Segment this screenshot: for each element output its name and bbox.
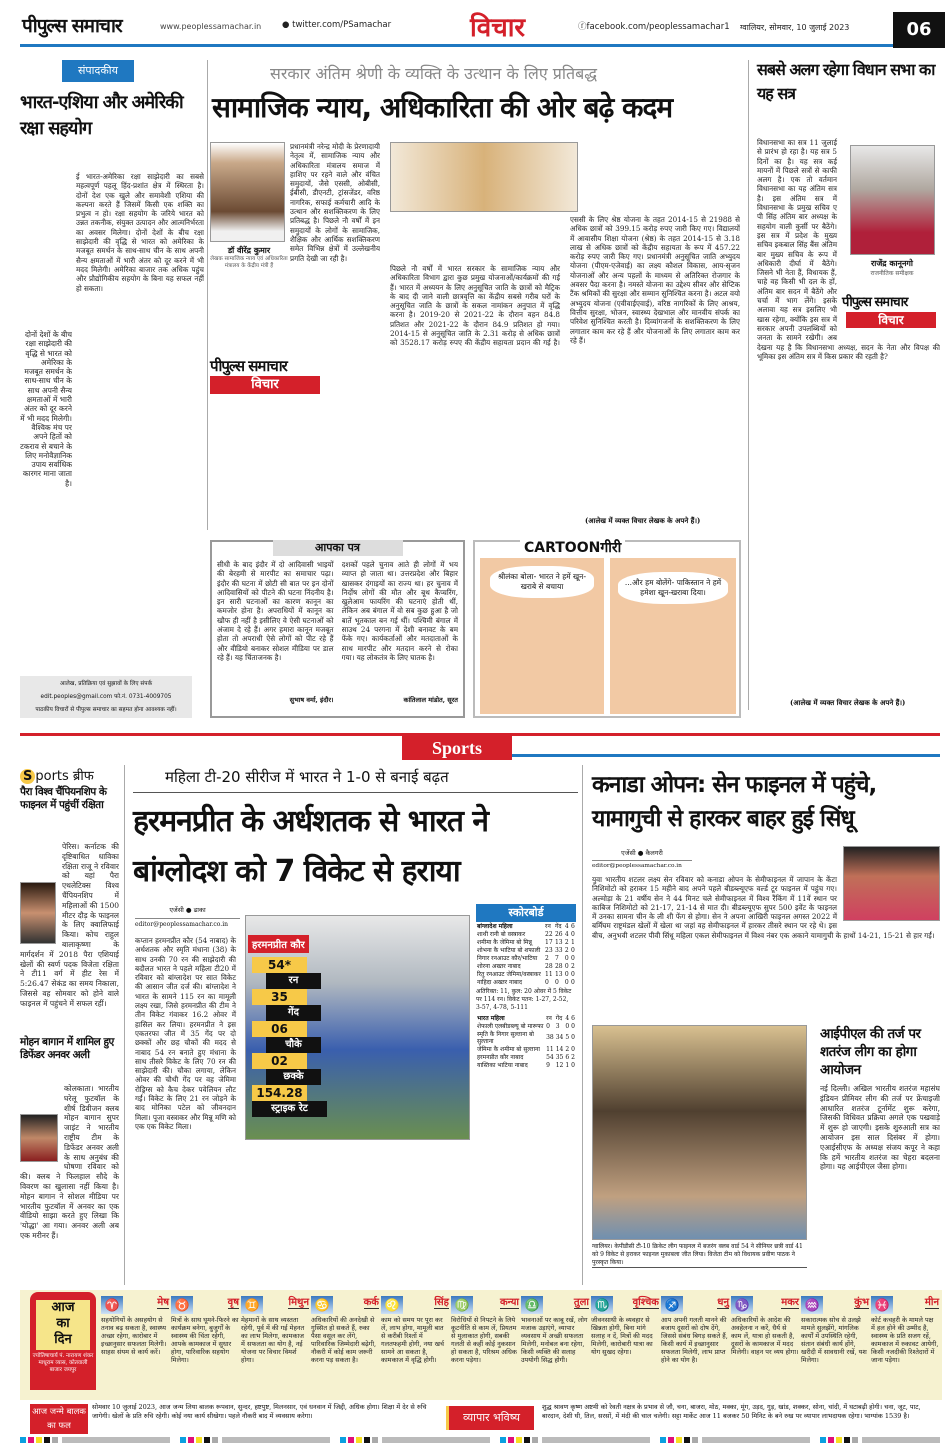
- editorial-tag: संपादकीय: [62, 60, 134, 82]
- score-cell: 11: [545, 970, 553, 978]
- scoreboard-extras: अतिरिक्त: 11, कुल: 20 ओवर में 5 विकेट पर 114 रन। विकेट पतन: 1-27, 2-52, 3-57, 4-78, 5-111: [476, 988, 572, 1011]
- letter-2: दशकों पहले चुनाव आते ही लोगों में भय व्याप्त हो जाता था। उत्तरप्रदेश और बिहार खासकर दंगाइयों का राज्य था। हर चुनाव में निर्दोष लोगों की मौत और बूथ कैप्चरिंग, खुलेआम फायरिंग की घटनाएं होती थीं, लेकिन अब बंगाल में वो सब कुछ हुआ है जो बातें भूतकाल बन गई थीं। पश्चिमी बंगाल में साउथ 24 परगना में देशी बनावट के बम फेंके गए। कार्यकर्ताओं और मतदाताओं के साथ मारपीट और मतदान करने से रोका गया। यह लोकतंत्र के लिए घातक है।: [341, 560, 458, 662]
- score-cell: 17: [545, 938, 553, 946]
- speech-bubble-2: ...और हम बोलेंगे- पाकिस्तान ने हमें हमेशा खून-खराबा दिया।: [618, 572, 728, 604]
- zodiac-icon: ♋: [311, 1296, 333, 1314]
- brief-2-headline: मोहन बागान में शामिल हुए डिफेंडर अनवर अली: [20, 1036, 114, 1061]
- letters-title: आपका पत्र: [273, 540, 403, 556]
- twitter-link[interactable]: [282, 20, 391, 30]
- column-divider: [124, 765, 125, 1285]
- stat-value: 54*: [252, 957, 307, 973]
- score-cell: 0: [570, 970, 575, 978]
- stat-label: चौके: [266, 1037, 321, 1053]
- score-cell: शोभना कै भाटिया बो शफाली: [477, 946, 541, 954]
- score-cell: शेफाली एलबीडब्ल्यू बो मारूफा: [477, 1022, 544, 1030]
- score-cell: 0: [571, 1045, 575, 1053]
- contact-email[interactable]: edit.peoples@gmail.com फो.नं. 0731-4009705: [40, 694, 172, 700]
- scoreboard-row: [476, 946, 576, 954]
- horoscope-sign-11: [801, 1294, 869, 1394]
- sign-name: मकर: [781, 1294, 799, 1309]
- zodiac-icon: ♐: [661, 1296, 683, 1314]
- columnist-desc: राजनीतिक समीक्षक: [870, 270, 914, 277]
- sports-brief-text: ports ब्रीफ: [35, 769, 94, 784]
- sign-text: अधिकारियों के आदेश की अवहेलना न करें, धैर्य से काम लें, यात्रा हो सकती है, दूसरों के कामकाज में मदद मिलेगी। वाहन पर व्यय होगा।: [731, 1316, 799, 1356]
- dateline: ग्वालियर, सोमवार, 10 जुलाई 2023: [740, 23, 850, 32]
- score-cell: 0: [545, 978, 549, 986]
- sign-text: कोर्ट कचहरी के मामले पक्ष में हल होने की उम्मीद है, स्वास्थ्य के प्रति सजग रहें, कामकाज में रुकावट आयेगी, किसी नजदीकी रिश्तेदारों में जाना पड़ेगा।: [871, 1316, 939, 1364]
- score-cell: शमीमा कै जेमिमा बो मिन्नू: [477, 938, 532, 946]
- score-cell: 2: [570, 962, 575, 970]
- right-body-text: विधानसभा का सत्र 11 जुलाई से प्रारंभ हो रहा है। यह सत्र 5 दिनों का है। यह सत्र कई मायनों में पिछले सत्रों से काफी अलग है। एक तो वर्तमान विधानसभा का यह अंतिम सत्र है। इस अंतिम सत्र में विधानसभा के प्रमुख सचिव ए पी सिंह अंतिम बार अध्यक्ष के सहयोग वाली कुर्सी पर बैठेंगे। इस सत्र में प्रदेश के मुख्य सचिव इकबाल सिंह बैंस अंतिम बार मुख्य सचिव के रूप में अधिकारी दीर्घा में बैठेंगे। जिसने भी नेता हैं, विधायक हैं, चाहे वह किसी भी दल के हों, अंतिम बार सदन में बैठेंगे और चर्चा में भाग लेंगे। इसके अलावा यह सत्र इसलिए भी खास रहेगा, क्योंकि इस सत्र में सरकार अपनी उपलब्धियों को जनता के सामने रखेगी। अब देखना यह है कि विधानसभा अध्यक्ष, सदन के नेता और विपक्ष की भूमिका इस अंतिम सत्र में किस प्रकार की रहती है?: [757, 138, 940, 361]
- letter-1-signature: सुभाष वर्मा, इंदौर।: [289, 696, 334, 704]
- facebook-icon: ⓕ: [578, 22, 587, 32]
- score-cell: 38: [546, 1034, 554, 1041]
- letters-box: [210, 540, 465, 718]
- horoscope-sign-3: [241, 1294, 309, 1394]
- scoreboard-row: [476, 1061, 576, 1069]
- website-link[interactable]: www.peoplessamachar.in: [160, 22, 262, 31]
- scoreboard-row: [476, 954, 576, 962]
- title-line: का: [56, 1316, 70, 1331]
- col-header: 4: [565, 1014, 570, 1022]
- sign-name: सिंह: [434, 1294, 449, 1309]
- scoreboard-table-team2: [476, 1014, 576, 1069]
- cartoon-box: [473, 540, 741, 718]
- float-spacer: [837, 138, 940, 334]
- column-spacer: [210, 215, 391, 350]
- header-rule: [20, 44, 893, 47]
- score-cell: जेमिमा कै शमीमा बो सुल्ताना: [477, 1045, 540, 1053]
- sign-name: धनु: [717, 1294, 729, 1309]
- scoreboard-tables: [476, 922, 576, 1069]
- cricket-body-text: कप्तान हरमनप्रीत कौर (54 नाबाद) के अर्धशतक और स्मृति मंधाना (38) के साथ उनकी 70 रन की साझेदारी की बदौलत भारत ने पहले महिला टी20 में रविवार को बांग्लादेश पर सात विकेट की आसान जीत दर्ज की। बांग्लादेश ने भारत के सामने 115 रन का मामूली लक्ष्य रखा, जिसे हरमनप्रीत की टीम ने तीन विकेट गंवाकर 16.2 ओवर में हासिल कर लिया। हरमनप्रीत ने इस एकतरफा जीत में 35 गेंद पर दो छक्कों और छह चौकों की मदद से नाबाद 54 रन बनाते हुए मंधाना के साथ तीसरे विकेट के लिए 70 रन की साझेदारी की। चौका लगाया, लेकिन ओवर की चौथी गेंद पर वह जेमिमा रोड्रिग्स को कैच देकर पवेलियन लौट गईं। विकेट के लिए 21 रन जोड़ने के बाद मोनिका पटेल को जीवनदान मिला। पूजा वस्त्राकर और मिन्नू मणि को एक एक विकेट मिला।: [135, 936, 236, 1131]
- score-cell: शाथी रानी बो वस्त्राकर: [477, 930, 526, 938]
- gwalior-caption: ग्वालियर। केपीडीसी टी-10 क्रिकेट लीग फाइनल में बजरंग क्लब वार्ड 54 ने सीनियर छत्री वार्ड 41 को 9 विकेट से हराकर फाइनल मुकाबला जीत लिया। विजेता टीम को विधायक प्रवीण पाठक ने पुरस्कृत किया।: [592, 1243, 807, 1268]
- score-cell: 14: [555, 1045, 564, 1053]
- kicker-rule: [133, 792, 578, 793]
- cartoon-title: CARTOONगीरी: [520, 538, 625, 557]
- main-body-text: पिछले नौ वर्षों में भारत सरकार के सामाजिक न्याय और अधिकारिता विभाग द्वारा कुछ प्रमुख योजनाओं/कार्यक्रमों की गई हैं। भारत में अध्ययन के लिए अनुसूचित जाति के छात्रों को मैट्रिक के बाद दी जाने वाली छात्रवृत्ति का केंद्रीय सबसे गरीब घरों के अनुसूचित जाति के छात्रों के सकल नामांकन अनुपात में वृद्धि करना है। 2019-20 से 2021-22 के दौरान वहन 84.8 प्रतिशत और 2021-22 के दौरान 84.9 प्रतिशत हो गया। 2014-15 से अनुसूचित जाति के 2.31 करोड़ से अधिक छात्रों को 3528.17 करोड़ रुपए की केंद्रीय सहायता प्रदान की गई है। एससी के लिए श्रेष्ठ योजना के तहत 2014-15 से 21988 से अधिक छात्रों को 399.15 करोड़ रुपए जारी किए गए। विद्यालयों में आवासीय शिक्षा योजना (श्रेष्ठ) के तहत 2014-15 से 3.18 लाख से अधिक छात्रों को केंद्रीय सहायता के रूप में 457.22 करोड़ रुपए जारी किए गए। प्रधानमंत्री अनुसूचित जाति अभ्युदय योजना (पीएम-एजेवाई) का लक्ष्य कौशल विकास, आय-सृजन योजनाओं और अन्य पहलों के माध्यम से अतिरिक्त रोजगार के अवसर पैदा करना है। नमस्ते योजना का उद्देश्य सीवर और सेप्टिक टैंक श्रमिकों की सुरक्षा और सम्मान सुनिश्चित करना है। अटल वयो अभ्युदय योजना (एवीवाईएवाई), वरिष्ठ नागरिकों के लिए आश्रय, वित्तीय सुरक्षा, भोजन, स्वास्थ्य देखभाल और मानवीय संपर्क का परिवेश सुनिश्चित करती है। दिव्यांगजनों के सशक्तिकरण के लिए लगातार काम कर रहे हैं और योजनाओं के लिए लगातार काम कर रहे हैं।: [390, 215, 740, 348]
- contact-box: [20, 676, 192, 718]
- editorial-body: ई भारत-अमेरिका रक्षा साझेदारी का सबसे महत्वपूर्ण पहलू हिंद-प्रशांत क्षेत्र में स्थिरता है। दोनों देश एक खुले और समावेशी एशिया की कल्पना करते हैं जिसमें किसी एक शक्ति का प्रभुत्व न हो। रक्षा सहयोग के जरिये भारत को उन्नत तकनीक, संयुक्त उत्पादन और आत्मनिर्भरता का अवसर मिलेगा। दोनों देशों के बीच रक्षा साझेदारी की वृद्धि से भारत को अमेरिका के मजबूत समर्थन के साथ-साथ चीन के साथ अपनी सैन्य क्षमताओं में भारी अंतर को दूर करने में भी मदद मिलेगी। अमेरिका बाजार तक अधिक पहुंच और प्रौद्योगिकीय सहयोग के बिना यह सफल नहीं हो सकता।: [76, 172, 204, 293]
- canada-email[interactable]: editor@peoplessamachar.co.in: [592, 860, 692, 869]
- columnist-name: राजेंद्र कानूनगो: [871, 258, 913, 268]
- player-caption: हरमनप्रीत कौर: [248, 935, 309, 953]
- main-end-note: (आलेख में व्यक्त विचार लेखक के अपने हैं।): [585, 516, 701, 525]
- score-cell: 54: [546, 1053, 554, 1061]
- gwalior-cricket-photo: [592, 1025, 807, 1240]
- editorial-pullquote: दोनों देशों के बीच रक्षा साझेदारी की वृद्धि से भारत को अमेरिका के मजबूत समर्थन के साथ-साथ चीन के साथ अपनी सैन्य क्षमताओं में भारी अंतर को दूर करने में भी मदद मिलेगी। वैश्विक मंच पर अपने हितों को टकराव से बचाने के लिए मनोवैज्ञानिक उपाय सर्वाधिक कारगर माना जाता है।: [20, 330, 72, 488]
- horoscope-sign-4: [311, 1294, 379, 1394]
- astrologer-name: ज्योतिषाचार्य पं. नारायण शंकर माधूराम व्यास, कोतवाली बाजार जयपुर: [32, 1353, 94, 1373]
- scoreboard-header: [476, 922, 576, 930]
- score-cell: 28: [545, 962, 553, 970]
- title-line: दिन: [54, 1332, 72, 1347]
- score-cell: 34: [555, 1034, 564, 1041]
- score-cell: रितु रनआउट जेमिमा/वस्त्राकर: [477, 970, 541, 978]
- scoreboard-row: [476, 1022, 576, 1030]
- score-cell: 0: [564, 954, 569, 962]
- player-stats: [252, 957, 327, 1117]
- title-line: आज: [51, 1300, 75, 1315]
- score-cell: 0: [564, 978, 569, 986]
- team-name: भारत महिला: [477, 1014, 505, 1022]
- sign-name: मिथुन: [288, 1294, 309, 1309]
- sign-name: वृष: [228, 1294, 239, 1309]
- stat-value: 154.28: [252, 1085, 307, 1101]
- anwar-ali-photo: [20, 1114, 58, 1162]
- score-cell: 1: [570, 938, 575, 946]
- col-header: गेंद: [554, 922, 562, 930]
- score-cell: 0: [570, 954, 575, 962]
- zodiac-icon: ♑: [731, 1296, 753, 1314]
- section-title: विचार: [470, 13, 526, 43]
- stat-label: रन: [266, 973, 321, 989]
- score-cell: 13: [554, 938, 563, 946]
- column-divider: [207, 60, 208, 530]
- zodiac-icon: ♌: [381, 1296, 403, 1314]
- score-cell: हरमनप्रीत कौर नाबाद: [477, 1053, 524, 1061]
- main-headline: सामाजिक न्याय, अधिकारिता की ओर बढ़े कदम: [212, 91, 673, 124]
- score-cell: 2: [564, 938, 569, 946]
- zodiac-icon: ♏: [591, 1296, 613, 1314]
- sign-text: जीवनसाथी के व्यवहार से खिन्नता होगी, बिना मांगे सलाह न दें, मित्रों की मदद मिलेगी, कारोबारी यात्रा का योग सुखद रहेगा।: [591, 1316, 653, 1356]
- cartoon-panel-1: [480, 558, 604, 714]
- letter-2-signature: कांतिलाल मांडोत, सूरत: [403, 696, 458, 704]
- cricket-kicker: महिला टी-20 सीरीज में भारत ने 1-0 से बनाई बढ़त: [165, 768, 449, 786]
- score-cell: 11: [546, 1045, 554, 1053]
- zodiac-icon: ♊: [241, 1296, 263, 1314]
- sports-brief-label: [20, 766, 94, 784]
- horoscope-sign-1: [101, 1294, 169, 1394]
- scales-of-justice-image: [390, 142, 578, 212]
- rakshita-photo: [20, 882, 56, 944]
- business-forecast-text: शुद्ध श्रावण कृष्ण अष्टमी को रेवती नक्षत्र के प्रभाव से जौ, चना, बाजरा, मोठ, मक्का, मूंग, उड़द, गुड़, खांड, शक्कर, सोना, चांदी, में घटाबढ़ी होगी। चना, जूट, पाट, बारदान, देशी घी, तिल, सरसों, में मंदी की चाल चलेगी। सट्टा मार्केट आज 11 बजकर 50 मिनिट के बने रुख पर व्यापार लाभदायक रहेगा। भाग्यांक 1539 है।: [542, 1403, 921, 1420]
- col-header: 6: [571, 1014, 575, 1022]
- stat-label: गेंद: [266, 1005, 321, 1021]
- main-kicker: सरकार अंतिम श्रेणी के व्यक्ति के उत्थान के लिए प्रतिबद्ध: [270, 64, 598, 83]
- score-cell: स्मृति कै निगार सुल्ताना बो सुल्ताना: [477, 1030, 534, 1045]
- score-cell: 2: [571, 1053, 575, 1061]
- zodiac-icon: ♒: [801, 1296, 823, 1314]
- score-cell: 0: [546, 1022, 550, 1030]
- horoscope-sign-2: [171, 1294, 239, 1394]
- score-cell: 2: [545, 954, 549, 962]
- score-cell: 33: [554, 946, 563, 954]
- sign-text: भावनाओं पर काबू रखें, लोग मजाक उड़ाएंगे, व्यापार व्यवसाय में अच्छी सफलता मिलेगी, मनोबल बना रहेगा, किसी व्यक्ति की सलाह उपयोगी सिद्ध होगी।: [521, 1316, 588, 1364]
- team-name: बांग्लादेश महिला: [477, 922, 513, 930]
- main-body: [210, 215, 740, 511]
- scoreboard-title: स्कोरबोर्ड: [476, 904, 576, 922]
- sign-text: सहयोगियों के असहयोग से तनाव बढ़ सकता है, स्वास्थ्य अच्छा रहेगा, कारोबार में इच्छानुसार सफलता मिलेगी। साहस संयम से कार्य करें।: [101, 1316, 167, 1356]
- horoscope-title-box: [30, 1292, 96, 1390]
- sign-text: विरोधियों से निपटने के लिये कूटनीति से काम लें, प्रियतम से मुलाकात होगी, सबकी गलती से कहीं कोई नुकसान हो सकता है, परिश्रम अधिक करना पड़ेगा।: [451, 1316, 517, 1364]
- horoscope-sign-10: [731, 1294, 799, 1394]
- sign-text: मेहमानों के साथ व्यस्तता रहेगी, पूर्व में की गई मेहनत का लाभ मिलेगा, कामकाज में सफलता का योग है, नई योजना पर विचार विमर्श होगा।: [241, 1316, 305, 1364]
- col-header: रन: [545, 922, 551, 930]
- twitter-handle: twitter.com/PSamachar: [292, 20, 392, 30]
- col-header: रन: [546, 1014, 552, 1022]
- brief-1-text: पेरिस। कर्नाटक की दृष्टिबाधित धाविका रक्षिता राजू ने रविवार को यहां पैरा एथलेटिक्स विश्व चैंपियनशिप में महिलाओं की 1500 मीटर दौड़ के फाइनल के लिए क्वालिफाई किया। कोच राहुल बालाकृष्णा के मार्गदर्शन में 2018 पैरा एशियाई खेलों की स्वर्ण पदक विजेता रक्षिता ने टी11 वर्ग में हीट रेस में 5:26.47 सेकंड का समय निकाला, जिससे वह सोमवार को होने वाले फाइनल में पहुंचने में सफल रहीं।: [20, 842, 119, 1008]
- brief-2-text: कोलकाता। भारतीय घरेलू फुटबॉल के शीर्ष डिवीजन क्लब मोहन बागान सुपर जाइंट ने भारतीय राष्ट्रीय टीम के डिफेंडर अनवर अली के साथ अनुबंध की घोषणा रविवार को की। क्लब ने फिलहाल सौदे के विवरण का खुलासा नहीं किया है। मोहन बागान ने सोशल मीडिया पर भारतीय फुटबॉल में अनवर का एक वीडियो साझा करते हुए लिखा कि 'योद्धा' आ गया। अनवर अली अब एक मरीनर हैं।: [20, 1084, 119, 1240]
- score-cell: 5: [565, 1034, 570, 1041]
- chess-body: नई दिल्ली। अखिल भारतीय शतरंज महासंघ इंडियन प्रीमियर लीग की तर्ज पर फ्रेंचाइजी आधारित शतरंज टूर्नामेंट शुरू करेगा, जिसकी विधिवत प्रक्रिया अगले एक पखवाड़े में शुरू हो जाएगी। इसके शुरुआती सत्र का आयोजन इस साल दिसंबर में होगा। एआईसीएफ के अध्यक्ष संजय कपूर ने कहा कि हमें भारतीय शतरंज का चेहरा बदलना होगा। यह आईपीएल जैसा होगा।: [820, 1084, 940, 1172]
- score-cell: 0: [571, 1061, 575, 1069]
- sign-name: मेष: [157, 1294, 169, 1309]
- facebook-handle: facebook.com/peoplessamachar1: [586, 22, 730, 32]
- score-cell: 0: [570, 978, 575, 986]
- sign-text: सकारात्मक सोच से उलझे मामले सुलझेंगे, मांगलिक कार्यों में उपस्थिति रहेगी, संतान संबंधी कार्य होंगे, खरीदी में सावधानी रखें, यश मिलेगा।: [801, 1316, 867, 1364]
- facebook-link[interactable]: [578, 20, 730, 32]
- column-divider: [582, 765, 583, 1285]
- color-registration-bar: [20, 1437, 940, 1443]
- inset-section-tag: विचार: [210, 376, 320, 394]
- score-cell: 1: [565, 1061, 570, 1069]
- masthead-logo: पीपुल्स समाचार: [22, 15, 122, 37]
- scoreboard: [476, 904, 576, 1194]
- cartoon-panel-2: [610, 558, 736, 714]
- cricket-email[interactable]: editor@peoplessamachar.co.in: [135, 918, 240, 928]
- col-header: 4: [564, 922, 569, 930]
- right-end-note: (आलेख में व्यक्त विचार लेखक के अपने हैं।): [790, 698, 906, 707]
- inset-logo-right: पीपुल्स समाचार: [842, 295, 908, 310]
- scoreboard-row: [476, 1053, 576, 1061]
- col-header: 6: [570, 922, 575, 930]
- score-cell: नाहिदा अख्तर नाबाद: [477, 978, 523, 986]
- contact-line: आलेख, प्रतिक्रिया एवं सुझावों के लिए संपर्क: [59, 681, 153, 687]
- score-cell: 0: [564, 970, 569, 978]
- scoreboard-row: [476, 930, 576, 938]
- stat-value: 35: [252, 989, 307, 1005]
- score-cell: शोरना अख्तर नाबाद: [477, 962, 521, 970]
- score-cell: 4: [564, 930, 569, 938]
- stat-label: स्ट्राइक रेट: [252, 1101, 327, 1117]
- sign-name: मीन: [925, 1294, 939, 1309]
- author-name: डॉ वीरेंद्र कुमार: [227, 245, 271, 255]
- horoscope-sign-12: [871, 1294, 939, 1394]
- cricket-dateline: एजेंसी ● ढाका: [169, 906, 206, 914]
- score-cell: 28: [554, 962, 563, 970]
- sports-s-badge: S: [20, 769, 35, 784]
- float-spacer: [837, 875, 940, 925]
- score-cell: 0: [565, 1022, 570, 1030]
- letter-1: सीधी के बाद इंदौर में दो आदिवासी भाइयों की बेरहमी से मारपीट का समाचार पढ़ा। इंदौर की घटना में छोटी सी बात पर इन दोनों आदिवासियों को पीटने की घटना निंदनीय है। इन सारी घटनाओं का कारण कानून का कमजोर होना है। अपराधियों में कानून का खौफ ही नहीं है इसीलिए वे ऐसी घटनाओं को अंजाम दे रहे हैं। अगर हमारा कानून मजबूत होता तो अपराधी ऐसे लोगों को पीट रहे हैं और वीडियो बनाकर सोशल मीडिया पर डाल रहे हैं। यह चिंताजनक है।: [217, 560, 334, 662]
- score-cell: 0: [571, 1034, 575, 1041]
- horoscope-sign-7: [521, 1294, 589, 1394]
- score-cell: 12: [555, 1061, 564, 1069]
- canada-body-text: युवा भारतीय शटलर लक्ष्य सेन रविवार को कनाडा ओपन के सेमीफाइनल में जापान के केंटा निशिमोटो को हराकर 15 महीने बाद अपने पहले बीडब्ल्यूएफ वर्ल्ड टूर फाइनल में पहुंच गए। अल्मोड़ा के 21 वर्षीय सेन ने 44 मिनट चले सेमीफाइनल में विश्व रैंकिंग में 11वें स्थान पर काबिज निशिमोटो को 21-17, 21-14 से मात दी। बीडब्ल्यूएफ सुपर 500 इवेंट के फाइनल में उनका सामना चीन के ली शी फेंग से होगा। सेन ने अपना आखिरी फाइनल अगस्त 2022 में बर्मिंघम राष्ट्रमंडल खेलों में खेला था जहां वह सेमीफाइनल में हारकर तीसरे स्थान पर रहे थे। इस बीच, अनुभवी शटलर पीवी सिंधू महिला एकल सेमीफाइनल में विश्व नंबर एक अकाने यामागुची के हाथों 14-21, 15-21 से हार गईं।: [592, 875, 935, 940]
- score-cell: 7: [554, 954, 559, 962]
- canada-dateline: एजेंसी ● कैलगरी: [621, 849, 663, 857]
- score-cell: 0: [554, 978, 559, 986]
- sign-name: कर्क: [364, 1294, 379, 1309]
- page-number: 06: [893, 12, 945, 48]
- stat-value: 06: [252, 1021, 307, 1037]
- score-cell: 26: [554, 930, 563, 938]
- stat-label: छक्के: [266, 1069, 321, 1085]
- sports-rule-blue: [510, 754, 940, 757]
- score-cell: 3: [555, 1022, 560, 1030]
- scoreboard-row: [476, 978, 576, 986]
- scoreboard-header: [476, 1014, 576, 1022]
- scoreboard-row: [476, 1030, 576, 1045]
- score-cell: यास्तिका भाटिया नाबाद: [477, 1061, 528, 1069]
- zodiac-icon: ♎: [521, 1296, 543, 1314]
- scoreboard-row: [476, 1045, 576, 1053]
- score-cell: 0: [570, 946, 575, 954]
- sign-text: काम को समय पर पूरा कर लें, लाभ होगा, मामूली बात से करीबी रिश्तों में गलतफहमी होगी, नया खर्च सामने आ सकता है, कामकाज में वृद्धि होगी।: [381, 1316, 445, 1364]
- disclaimer: पाठकीय विचारों से पीपुल्स समाचार का सहमत होना आवश्यक नहीं।: [35, 707, 177, 713]
- col-header: गेंद: [555, 1014, 563, 1022]
- scoreboard-row: [476, 970, 576, 978]
- sign-text: अधिकारियों की अनदेखी से गुस्सित हो सकते हैं, रुका पैसा वसूल कर लेंगे, पारिवारिक जिम्मेदारी बढ़ेगी, नौकरी में कोई काम जरूरी करना पड़ सकता है।: [311, 1316, 377, 1364]
- child-fortune-label: आज जन्मे बालक का फल: [30, 1404, 88, 1434]
- zodiac-icon: ♈: [101, 1296, 123, 1314]
- horoscope-sign-9: [661, 1294, 729, 1394]
- score-cell: 0: [570, 930, 575, 938]
- score-cell: 2: [564, 946, 569, 954]
- chess-headline: आईपीएल की तर्ज पर शतरंज लीग का होगा आयोजन: [820, 1026, 921, 1078]
- score-cell: 9: [546, 1061, 550, 1069]
- right-body: [757, 138, 940, 694]
- horoscope-sign-6: [451, 1294, 519, 1394]
- scoreboard-table-team1: [476, 922, 576, 986]
- inset-logo: पीपुल्स समाचार: [210, 357, 287, 375]
- zodiac-icon: ♓: [871, 1296, 893, 1314]
- sign-name: कन्या: [500, 1294, 519, 1309]
- twitter-icon: ●: [282, 20, 293, 30]
- horoscope-sign-8: [591, 1294, 659, 1394]
- editorial-headline: भारत-एशिया और अमेरिकी रक्षा सहयोग: [20, 92, 183, 139]
- score-cell: 13: [554, 970, 563, 978]
- canada-open-headline: कनाडा ओपन: सेन फाइनल में पहुंचे, यामागुची से हारकर बाहर हुई सिंधू: [592, 772, 877, 832]
- score-cell: 35: [555, 1053, 564, 1061]
- cricket-headline: हरमनप्रीत के अर्धशतक से भारत ने बांग्लोदश को 7 विकेट से हराया: [133, 804, 489, 889]
- sign-name: वृश्चिक: [633, 1294, 659, 1309]
- score-cell: 0: [564, 962, 569, 970]
- sign-name: कुंभ: [854, 1294, 869, 1309]
- right-headline: सबसे अलग रहेगा विधान सभा का यह सत्र: [757, 60, 935, 103]
- canada-body: [592, 875, 940, 1023]
- column-divider: [748, 60, 749, 710]
- author-desc: लेखक सामाजिक न्याय एवं अधिकारिता मंत्रालय के केंद्रीय मंत्री हैं: [210, 256, 288, 269]
- speech-bubble-1: श्रीलंका बोला- भारत ने हमें खून-खराबे से बचाया: [490, 566, 594, 598]
- score-cell: 2: [565, 1045, 570, 1053]
- score-cell: 6: [565, 1053, 570, 1061]
- inset-section-tag-right: विचार: [846, 312, 936, 328]
- main-intro: प्रधानमंत्री नरेन्द्र मोदी के प्रेरणादायी नेतृत्व में, सामाजिक न्याय और अधिकारिता मंत्रालय समाज में हाशिए पर रहने वाले और वंचित समुदायों, जैसे एससी, ओबीसी, ईबीसी, डीएनटी, ट्रांसजेंडर, वरिष्ठ नागरिक, सफाई कर्मचारी आदि के उत्थान और सशक्तिकरण के लिए प्रतिबद्ध है। पिछले नौ वर्षों में इन समुदायों के लोगों के सामाजिक, शैक्षिक और आर्थिक सशक्तिकरण समेत विभिन्न क्षेत्रों में उल्लेखनीय प्रगति देखी जा रही है।: [290, 142, 380, 263]
- horoscope-title: [36, 1300, 90, 1350]
- score-cell: निगार रनआउट कौर/भाटिया: [477, 954, 538, 962]
- horoscope-sign-5: [381, 1294, 449, 1394]
- sign-name: तुला: [574, 1294, 589, 1309]
- sports-section-tag: Sports: [402, 736, 512, 760]
- scoreboard-row: [476, 938, 576, 946]
- stat-value: 02: [252, 1053, 307, 1069]
- business-forecast-label: व्यापार भविष्य: [446, 1406, 534, 1430]
- score-cell: 22: [545, 930, 553, 938]
- scoreboard-row: [476, 962, 576, 970]
- sign-text: मित्रों के साथ घूमने-फिरने का कार्यक्रम बनेगा, बुजुर्गों के स्वास्थ्य की चिंता रहेगी, आपके कामकाज में सुधार होगा, पारिवारिक सहयोग मिलेगा।: [171, 1316, 239, 1364]
- child-fortune-text: सोमवार 10 जुलाई 2023, आज जन्म लिया बालक रूपवान, सुन्दर, हष्टपुष्ट, मिलनसार, एवं धनवान में जिद्दी, अधिक होगा। शिक्षा में देर से रुचि जागेगी। खेलों के प्रति रुचि रहेगी। कोई नया कार्य सीखेगा। पहले नौकरी बाद में व्यवसाय करेगा।: [92, 1403, 427, 1420]
- sign-text: आप अपनी गलती मानने की बजाय दूसरों को दोष देंगे, जिससे संबंध बिगड़ सकते हैं, किसी कार्य में इच्छानुसार सफलता मिलेगी, लाभ प्राप्त होने का योग है।: [661, 1316, 728, 1364]
- zodiac-icon: ♍: [451, 1296, 473, 1314]
- brief-1-headline: पैरा विश्व चैंपियनशिप के फाइनल में पहुंचीं रक्षिता: [20, 786, 107, 811]
- zodiac-icon: ♉: [171, 1296, 193, 1314]
- score-cell: 23: [545, 946, 553, 954]
- score-cell: 0: [571, 1022, 575, 1030]
